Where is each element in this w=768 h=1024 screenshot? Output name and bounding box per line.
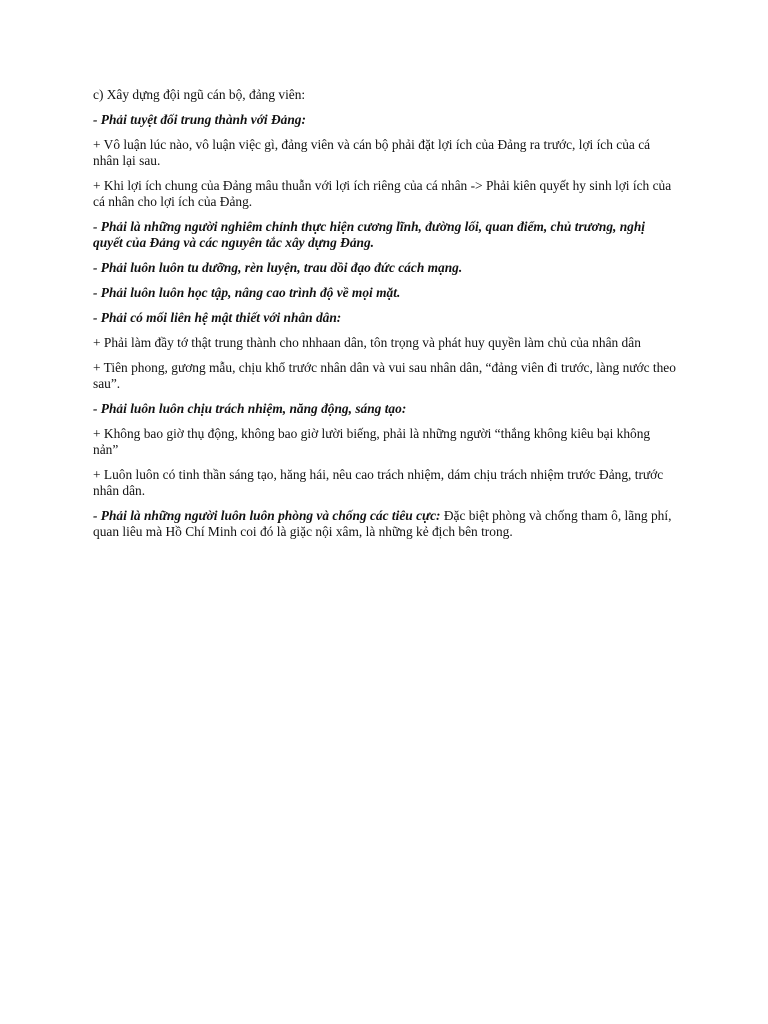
paragraph — [93, 112, 677, 128]
paragraph-text: + Phải làm đầy tớ thật trung thành cho nhhaan dân, tôn trọng và phát huy quyền làm chủ của nhân dân — [93, 335, 641, 350]
paragraph-lead: - Phải là những người nghiêm chỉnh thực hiện cương lĩnh, đường lối, quan điểm, chủ trương, nghị quyết của Đảng và các nguyên tắc xây dựng Đảng. — [93, 219, 646, 250]
paragraph-lead: - Phải luôn luôn tu dưỡng, rèn luyện, trau dồi đạo đức cách mạng. — [93, 260, 463, 275]
paragraph-text: + Không bao giờ thụ động, không bao giờ lười biếng, phải là những người “thắng không kiêu bại không nản” — [93, 426, 651, 457]
paragraph-lead: - Phải luôn luôn chịu trách nhiệm, năng động, sáng tạo: — [93, 401, 407, 416]
paragraph-text: Đặc biệt phòng và chống tham ô, lãng phí, quan liêu mà Hồ Chí Minh coi đó là giặc nội xâm, là những kẻ địch bên trong. — [93, 508, 672, 539]
paragraph — [93, 508, 677, 540]
paragraph — [93, 335, 677, 351]
paragraph-text: + Vô luận lúc nào, vô luận việc gì, đảng viên và cán bộ phải đặt lợi ích của Đảng ra trước, lợi ích của cá nhân lại sau. — [93, 137, 651, 168]
paragraph — [93, 401, 677, 417]
paragraph — [93, 360, 677, 392]
paragraph-lead: - Phải là những người luôn luôn phòng và chống các tiêu cực: — [93, 508, 441, 523]
paragraph-lead: - Phải tuyệt đối trung thành với Đảng: — [93, 112, 306, 127]
paragraph-lead: - Phải có mối liên hệ mật thiết với nhân dân: — [93, 310, 342, 325]
paragraph — [93, 178, 677, 210]
paragraph-text: + Khi lợi ích chung của Đảng mâu thuẫn với lợi ích riêng của cá nhân -> Phải kiên quyết hy sinh lợi ích của cá nhân cho lợi ích của Đảng. — [93, 178, 672, 209]
paragraph — [93, 260, 677, 276]
paragraph — [93, 426, 677, 458]
paragraph — [93, 285, 677, 301]
paragraph — [93, 310, 677, 326]
document-body — [93, 87, 677, 549]
paragraph-text: + Luôn luôn có tinh thần sáng tạo, hăng hái, nêu cao trách nhiệm, dám chịu trách nhiệm trước Đảng, trước nhân dân. — [93, 467, 664, 498]
paragraph-text: + Tiên phong, gương mẫu, chịu khổ trước nhân dân và vui sau nhân dân, “đảng viên đi trước, làng nước theo sau”. — [93, 360, 676, 391]
section-heading-text: c) Xây dựng đội ngũ cán bộ, đảng viên: — [93, 87, 306, 102]
paragraph — [93, 467, 677, 499]
section-heading — [93, 87, 677, 103]
paragraph — [93, 219, 677, 251]
paragraph — [93, 137, 677, 169]
paragraph-lead: - Phải luôn luôn học tập, nâng cao trình độ về mọi mặt. — [93, 285, 401, 300]
